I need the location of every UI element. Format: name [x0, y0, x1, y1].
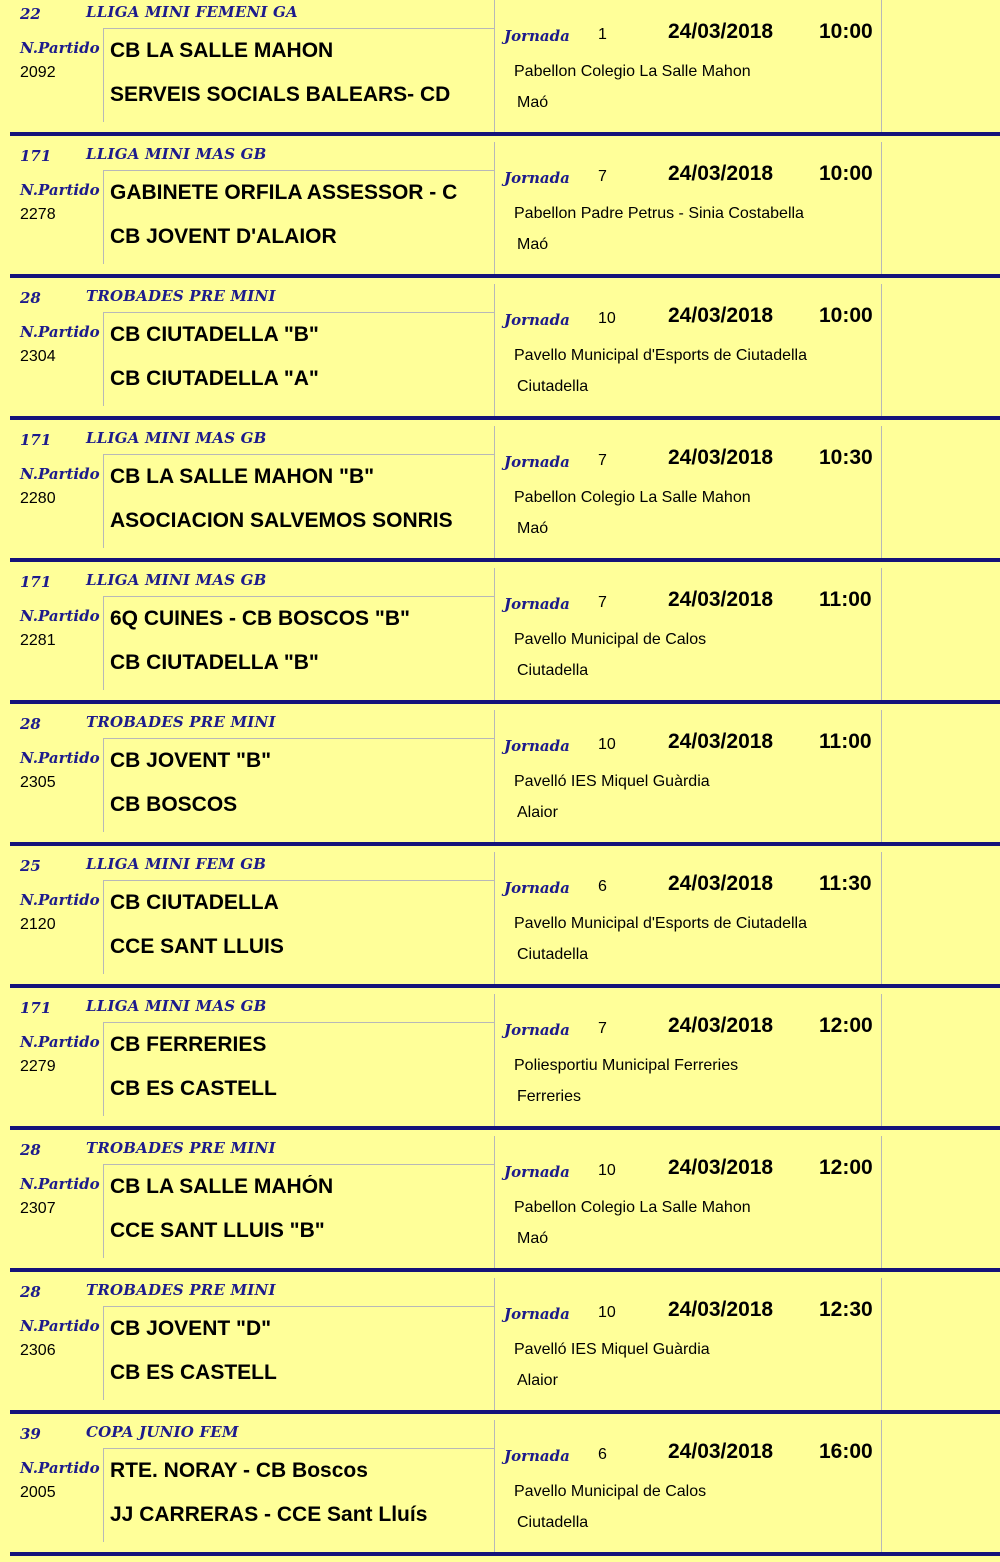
league-name: LLIGA MINI MAS GB: [86, 145, 267, 163]
header-underline: [103, 1022, 494, 1023]
round-label: Jornada: [504, 1021, 570, 1039]
league-name: LLIGA MINI MAS GB: [86, 997, 267, 1015]
league-name: LLIGA MINI FEMENI GA: [86, 3, 298, 21]
venue-city: Maó: [517, 1230, 549, 1247]
venue-name: Pabellon Colegio La Salle Mahon: [514, 489, 751, 506]
column-divider: [881, 142, 882, 274]
teams-divider: [103, 312, 104, 406]
match-number: 2120: [20, 916, 56, 933]
venue-city: Maó: [517, 236, 549, 253]
match-card: [0, 1420, 1000, 1562]
league-name: TROBADES PRE MINI: [86, 1139, 276, 1157]
venue-city: Alaior: [517, 804, 558, 821]
header-underline: [103, 1306, 494, 1307]
match-card: [0, 1136, 1000, 1278]
league-name: LLIGA MINI FEM GB: [86, 855, 267, 873]
venue-name: Pavelló IES Miquel Guàrdia: [514, 773, 710, 790]
round-label: Jornada: [504, 1163, 570, 1181]
card-separator: [10, 842, 1000, 846]
column-divider: [881, 284, 882, 416]
match-time: 10:00: [819, 162, 873, 185]
round-label: Jornada: [504, 1305, 570, 1323]
away-team: CB ES CASTELL: [110, 1077, 277, 1100]
match-card: [0, 0, 1000, 142]
league-name: TROBADES PRE MINI: [86, 287, 276, 305]
header-underline: [103, 170, 494, 171]
column-divider: [494, 1136, 495, 1268]
venue-name: Pabellon Colegio La Salle Mahon: [514, 63, 751, 80]
round-number: 7: [598, 452, 607, 469]
header-underline: [103, 28, 494, 29]
column-divider: [494, 1278, 495, 1410]
header-underline: [103, 312, 494, 313]
competition-code: 39: [20, 1425, 41, 1443]
round-label: Jornada: [504, 595, 570, 613]
match-card: [0, 284, 1000, 426]
league-name: COPA JUNIO FEM: [86, 1423, 239, 1441]
venue-name: Pabellon Padre Petrus - Sinia Costabella: [514, 205, 804, 222]
match-number-label: N.Partido: [20, 39, 100, 57]
card-separator: [10, 132, 1000, 136]
competition-code: 22: [20, 5, 41, 23]
teams-divider: [103, 1306, 104, 1400]
match-date: 24/03/2018: [668, 588, 774, 611]
venue-name: Pavello Municipal de Calos: [514, 1483, 707, 1500]
round-number: 10: [598, 736, 616, 753]
column-divider: [494, 1420, 495, 1552]
round-number: 7: [598, 594, 607, 611]
match-date: 24/03/2018: [668, 304, 774, 327]
away-team: CB CIUTADELLA "B": [110, 651, 319, 674]
column-divider: [881, 0, 882, 132]
column-divider: [881, 994, 882, 1126]
match-time: 11:00: [819, 588, 872, 611]
away-team: CCE SANT LLUIS "B": [110, 1219, 325, 1242]
match-date: 24/03/2018: [668, 730, 774, 753]
match-time: 10:00: [819, 20, 873, 43]
match-number-label: N.Partido: [20, 1317, 100, 1335]
teams-divider: [103, 738, 104, 832]
league-name: LLIGA MINI MAS GB: [86, 571, 267, 589]
match-date: 24/03/2018: [668, 162, 774, 185]
match-card: [0, 994, 1000, 1136]
competition-code: 28: [20, 289, 41, 307]
home-team: CB LA SALLE MAHÓN: [110, 1175, 334, 1198]
column-divider: [494, 994, 495, 1126]
match-number: 2305: [20, 774, 56, 791]
match-number-label: N.Partido: [20, 607, 100, 625]
venue-name: Poliesportiu Municipal Ferreries: [514, 1057, 739, 1074]
match-date: 24/03/2018: [668, 1156, 774, 1179]
match-time: 12:00: [819, 1014, 873, 1037]
away-team: CCE SANT LLUIS: [110, 935, 284, 958]
round-number: 10: [598, 310, 616, 327]
header-underline: [103, 738, 494, 739]
venue-city: Alaior: [517, 1372, 558, 1389]
header-underline: [103, 454, 494, 455]
match-time: 10:30: [819, 446, 873, 469]
card-separator: [10, 1268, 1000, 1272]
home-team: RTE. NORAY - CB Boscos: [110, 1459, 368, 1482]
match-card: [0, 142, 1000, 284]
column-divider: [881, 1278, 882, 1410]
match-time: 11:00: [819, 730, 872, 753]
home-team: CB CIUTADELLA: [110, 891, 279, 914]
round-label: Jornada: [504, 879, 570, 897]
competition-code: 171: [20, 573, 52, 591]
card-separator: [10, 1410, 1000, 1414]
venue-city: Ciutadella: [517, 1514, 589, 1531]
teams-divider: [103, 1164, 104, 1258]
teams-divider: [103, 1022, 104, 1116]
column-divider: [494, 0, 495, 132]
venue-city: Ciutadella: [517, 378, 589, 395]
match-number: 2307: [20, 1200, 56, 1217]
competition-code: 25: [20, 857, 41, 875]
home-team: CB LA SALLE MAHON: [110, 39, 334, 62]
card-separator: [10, 416, 1000, 420]
column-divider: [494, 142, 495, 274]
venue-city: Ciutadella: [517, 946, 589, 963]
card-separator: [10, 984, 1000, 988]
match-card: [0, 710, 1000, 852]
teams-divider: [103, 1448, 104, 1542]
home-team: CB FERRERIES: [110, 1033, 267, 1056]
card-separator: [10, 1126, 1000, 1130]
card-separator: [10, 558, 1000, 562]
match-number: 2279: [20, 1058, 56, 1075]
venue-name: Pavello Municipal d'Esports de Ciutadella: [514, 915, 807, 932]
teams-divider: [103, 28, 104, 122]
venue-name: Pavello Municipal de Calos: [514, 631, 707, 648]
match-number-label: N.Partido: [20, 749, 100, 767]
match-date: 24/03/2018: [668, 1298, 774, 1321]
match-time: 12:30: [819, 1298, 873, 1321]
match-time: 10:00: [819, 304, 873, 327]
match-number: 2304: [20, 348, 56, 365]
competition-code: 28: [20, 715, 41, 733]
match-number-label: N.Partido: [20, 465, 100, 483]
match-number-label: N.Partido: [20, 181, 100, 199]
away-team: CB CIUTADELLA "A": [110, 367, 319, 390]
match-date: 24/03/2018: [668, 872, 774, 895]
match-card: [0, 568, 1000, 710]
match-number: 2280: [20, 490, 56, 507]
league-name: LLIGA MINI MAS GB: [86, 429, 267, 447]
home-team: CB CIUTADELLA "B": [110, 323, 319, 346]
header-underline: [103, 1164, 494, 1165]
column-divider: [494, 568, 495, 700]
match-number-label: N.Partido: [20, 1033, 100, 1051]
competition-code: 171: [20, 147, 52, 165]
round-label: Jornada: [504, 737, 570, 755]
column-divider: [494, 710, 495, 842]
match-number: 2005: [20, 1484, 56, 1501]
away-team: CB BOSCOS: [110, 793, 238, 816]
match-number-label: N.Partido: [20, 891, 100, 909]
column-divider: [494, 852, 495, 984]
header-underline: [103, 1448, 494, 1449]
round-number: 6: [598, 1446, 607, 1463]
teams-divider: [103, 596, 104, 690]
match-date: 24/03/2018: [668, 446, 774, 469]
round-number: 10: [598, 1304, 616, 1321]
round-number: 6: [598, 878, 607, 895]
column-divider: [881, 710, 882, 842]
competition-code: 28: [20, 1283, 41, 1301]
match-card: [0, 1278, 1000, 1420]
round-label: Jornada: [504, 453, 570, 471]
column-divider: [494, 426, 495, 558]
teams-divider: [103, 880, 104, 974]
match-number: 2306: [20, 1342, 56, 1359]
match-card: [0, 426, 1000, 568]
away-team: CB JOVENT D'ALAIOR: [110, 225, 337, 248]
round-number: 10: [598, 1162, 616, 1179]
match-number-label: N.Partido: [20, 1459, 100, 1477]
home-team: CB JOVENT "B": [110, 749, 272, 772]
match-time: 12:00: [819, 1156, 873, 1179]
venue-name: Pavello Municipal d'Esports de Ciutadella: [514, 347, 807, 364]
venue-name: Pavelló IES Miquel Guàrdia: [514, 1341, 710, 1358]
match-date: 24/03/2018: [668, 20, 774, 43]
round-label: Jornada: [504, 169, 570, 187]
round-number: 1: [598, 26, 607, 43]
match-card: [0, 852, 1000, 994]
header-underline: [103, 880, 494, 881]
venue-city: Maó: [517, 94, 549, 111]
home-team: 6Q CUINES - CB BOSCOS "B": [110, 607, 410, 630]
match-number: 2092: [20, 64, 56, 81]
away-team: CB ES CASTELL: [110, 1361, 277, 1384]
teams-divider: [103, 454, 104, 548]
match-number: 2281: [20, 632, 56, 649]
round-number: 7: [598, 1020, 607, 1037]
league-name: TROBADES PRE MINI: [86, 1281, 276, 1299]
match-date: 24/03/2018: [668, 1440, 774, 1463]
match-number-label: N.Partido: [20, 323, 100, 341]
column-divider: [494, 284, 495, 416]
match-date: 24/03/2018: [668, 1014, 774, 1037]
column-divider: [881, 1420, 882, 1552]
away-team: ASOCIACION SALVEMOS SONRIS: [110, 509, 453, 532]
venue-city: Ciutadella: [517, 662, 589, 679]
competition-code: 28: [20, 1141, 41, 1159]
venue-city: Ferreries: [517, 1088, 582, 1105]
header-underline: [103, 596, 494, 597]
venue-name: Pabellon Colegio La Salle Mahon: [514, 1199, 751, 1216]
home-team: CB JOVENT "D": [110, 1317, 272, 1340]
competition-code: 171: [20, 431, 52, 449]
round-label: Jornada: [504, 1447, 570, 1465]
column-divider: [881, 852, 882, 984]
teams-divider: [103, 170, 104, 264]
round-number: 7: [598, 168, 607, 185]
column-divider: [881, 1136, 882, 1268]
match-number: 2278: [20, 206, 56, 223]
round-label: Jornada: [504, 27, 570, 45]
round-label: Jornada: [504, 311, 570, 329]
away-team: SERVEIS SOCIALS BALEARS- CD: [110, 83, 451, 106]
card-separator: [10, 1552, 1000, 1556]
match-time: 16:00: [819, 1440, 873, 1463]
away-team: JJ CARRERAS - CCE Sant Lluís: [110, 1503, 428, 1526]
league-name: TROBADES PRE MINI: [86, 713, 276, 731]
match-number-label: N.Partido: [20, 1175, 100, 1193]
column-divider: [881, 568, 882, 700]
match-time: 11:30: [819, 872, 872, 895]
card-separator: [10, 274, 1000, 278]
competition-code: 171: [20, 999, 52, 1017]
home-team: CB LA SALLE MAHON "B": [110, 465, 375, 488]
venue-city: Maó: [517, 520, 549, 537]
column-divider: [881, 426, 882, 558]
card-separator: [10, 700, 1000, 704]
home-team: GABINETE ORFILA ASSESSOR - C: [110, 181, 458, 204]
